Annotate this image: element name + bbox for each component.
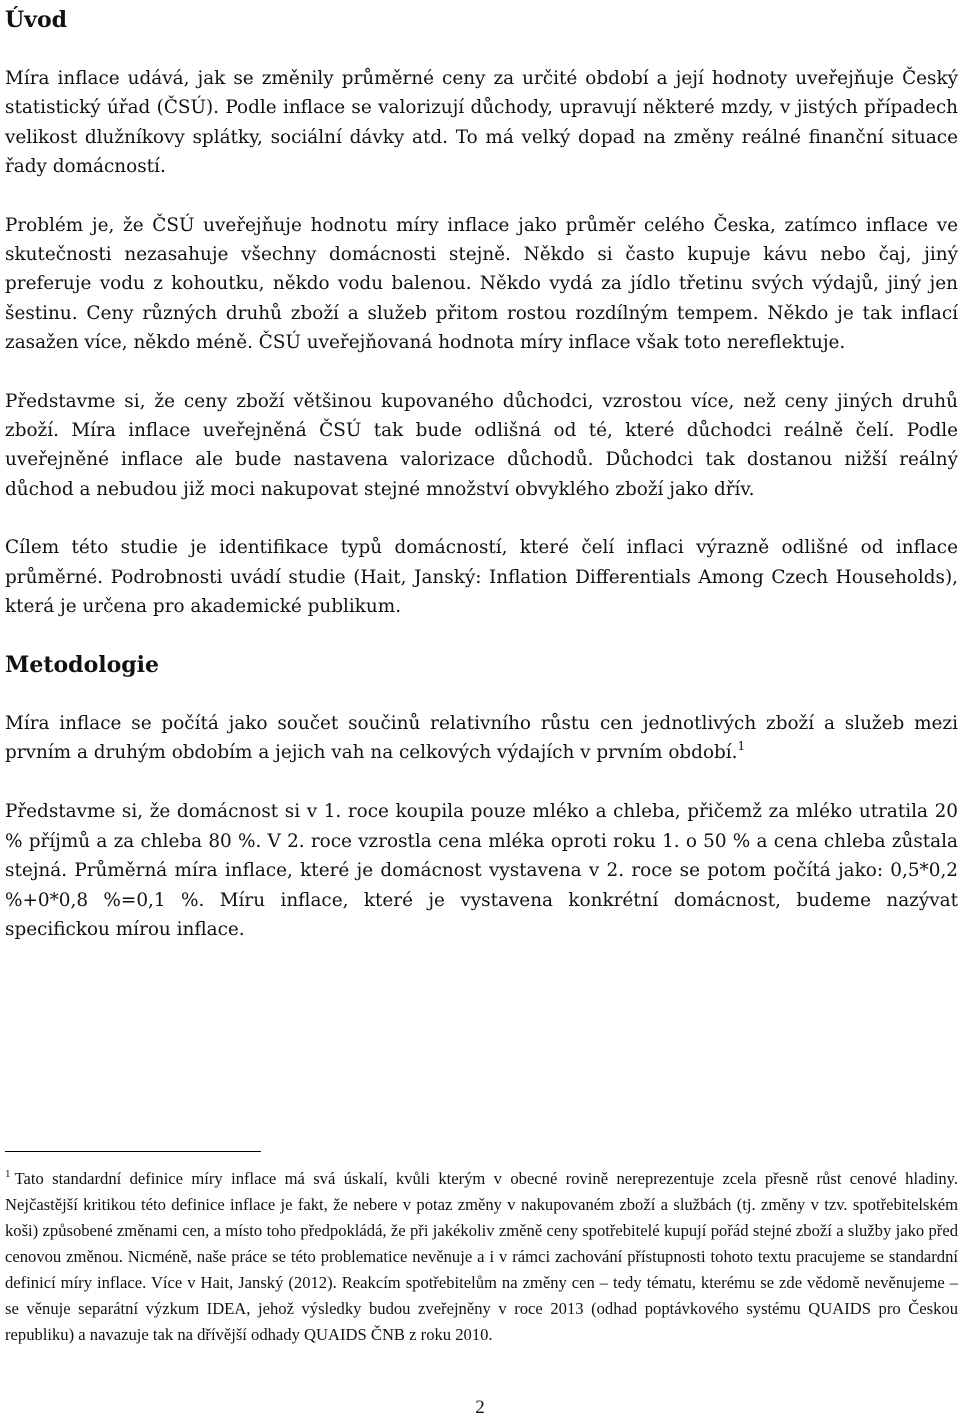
intro-paragraph-4: Cílem této studie je identifikace typů domácností, které čelí inflaci výrazně odlišné od inflace průměrné. Podrobnosti uvádí studie (Hait, Janský: Inflation Differentials Among Czech Households), která je určena pro akademické publikum. xyxy=(5,537,958,618)
intro-paragraph-1: Míra inflace udává, jak se změnily průměrné ceny za určité období a její hodnoty uveřejňuje Český statistický úřad (ČSÚ). Podle inflace se valorizují důchody, upravují některé mzdy, v jistých případech velikost dlužníkovy splátky, sociální dávky atd. To má velký dopad na změny reálné finanční situace řady domácností. xyxy=(5,68,958,178)
section-heading-intro: Úvod xyxy=(5,7,68,33)
document-page xyxy=(5,0,958,944)
page-number: 2 xyxy=(475,1397,485,1418)
methodology-paragraph-1-text: Míra inflace se počítá jako součet součinů relativního růstu cen jednotlivých zboží a služeb mezi prvním a druhým obdobím a jejich vah na celkových výdajích v prvním období. xyxy=(5,712,958,763)
footnote-reference[interactable]: 1 xyxy=(737,738,746,753)
section-heading-methodology: Metodologie xyxy=(5,651,160,678)
footnote-divider xyxy=(5,1151,261,1152)
intro-paragraph-2: Problém je, že ČSÚ uveřejňuje hodnotu míry inflace jako průměr celého Česka, zatímco inflace ve skutečnosti nezasahuje všechny domácnosti stejně. Někdo si často kupuje kávu nebo čaj, jiný preferuje vodu z kohoutku, někdo vodu balenou. Někdo vydá za jídlo třetinu svých výdajů, jiný jen šestinu. Ceny různých druhů zboží a služeb přitom rostou rozdílným tempem. Někdo je tak inflací zasažen více, někdo méně. ČSÚ uveřejňovaná hodnota míry inflace však toto nereflektuje. xyxy=(5,214,958,354)
footnote xyxy=(5,1166,958,1348)
methodology-paragraph-1 xyxy=(5,709,958,768)
footnote-number: 1 xyxy=(5,1168,11,1180)
intro-paragraph-3: Představme si, že ceny zboží většinou kupovaného důchodci, vzrostou více, než ceny jiných druhů zboží. Míra inflace uveřejněná ČSÚ tak bude odlišná od té, které důchodci reálně čelí. Podle uveřejněné inflace ale bude nastavena valorizace důchodů. Důchodci tak dostanou nižší reálný důchod a nebudou již moci nakupovat stejné množství obvyklého zboží jako dřív. xyxy=(5,390,958,500)
methodology-paragraph-2: Představme si, že domácnost si v 1. roce koupila pouze mléko a chleba, přičemž za mléko utratila 20 % příjmů a za chleba 80 %. V 2. roce vzrostla cena mléka oproti roku 1. o 50 % a cena chleba zůstala stejná. Průměrná míra inflace, které je domácnost vystavena v 2. roce se potom počítá jako: 0,5*0,2 %+0*0,8 %=0,1 %. Míru inflace, které je vystavena konkrétní domácnost, budeme nazývat specifickou mírou inflace. xyxy=(5,801,958,940)
footnote-text: Tato standardní definice míry inflace má svá úskalí, kvůli kterým v obecné rovině nereprezentuje zcela přesně růst cenové hladiny. Nejčastější kritikou této definice inflace je fakt, že nebere v potaz změny v nakupovaném zboží a službách (tj. změny v tzv. spotřebitelském koši) způsobené změnami cen, a místo toho předpokládá, že při jakékoliv změně ceny spotřebitelé kupují pořád stejné zboží a služby jako před cenovou změnou. Nicméně, naše práce se této problematice nevěnuje a i v rámci zachování přístupnosti tohoto textu pracujeme se standardní definicí míry inflace. Více v Hait, Janský (2012). Reakcím spotřebitelům na změny cen – tedy tématu, kterému se zde vědomě nevěnujeme – se věnuje separátní výzkum IDEA, jehož výsledky budou zveřejněny v roce 2013 (odhad poptávkového systému QUAIDS pro Českou republiku) a navazuje tak na dřívější odhady QUAIDS ČNB z roku 2010. xyxy=(5,1169,958,1344)
